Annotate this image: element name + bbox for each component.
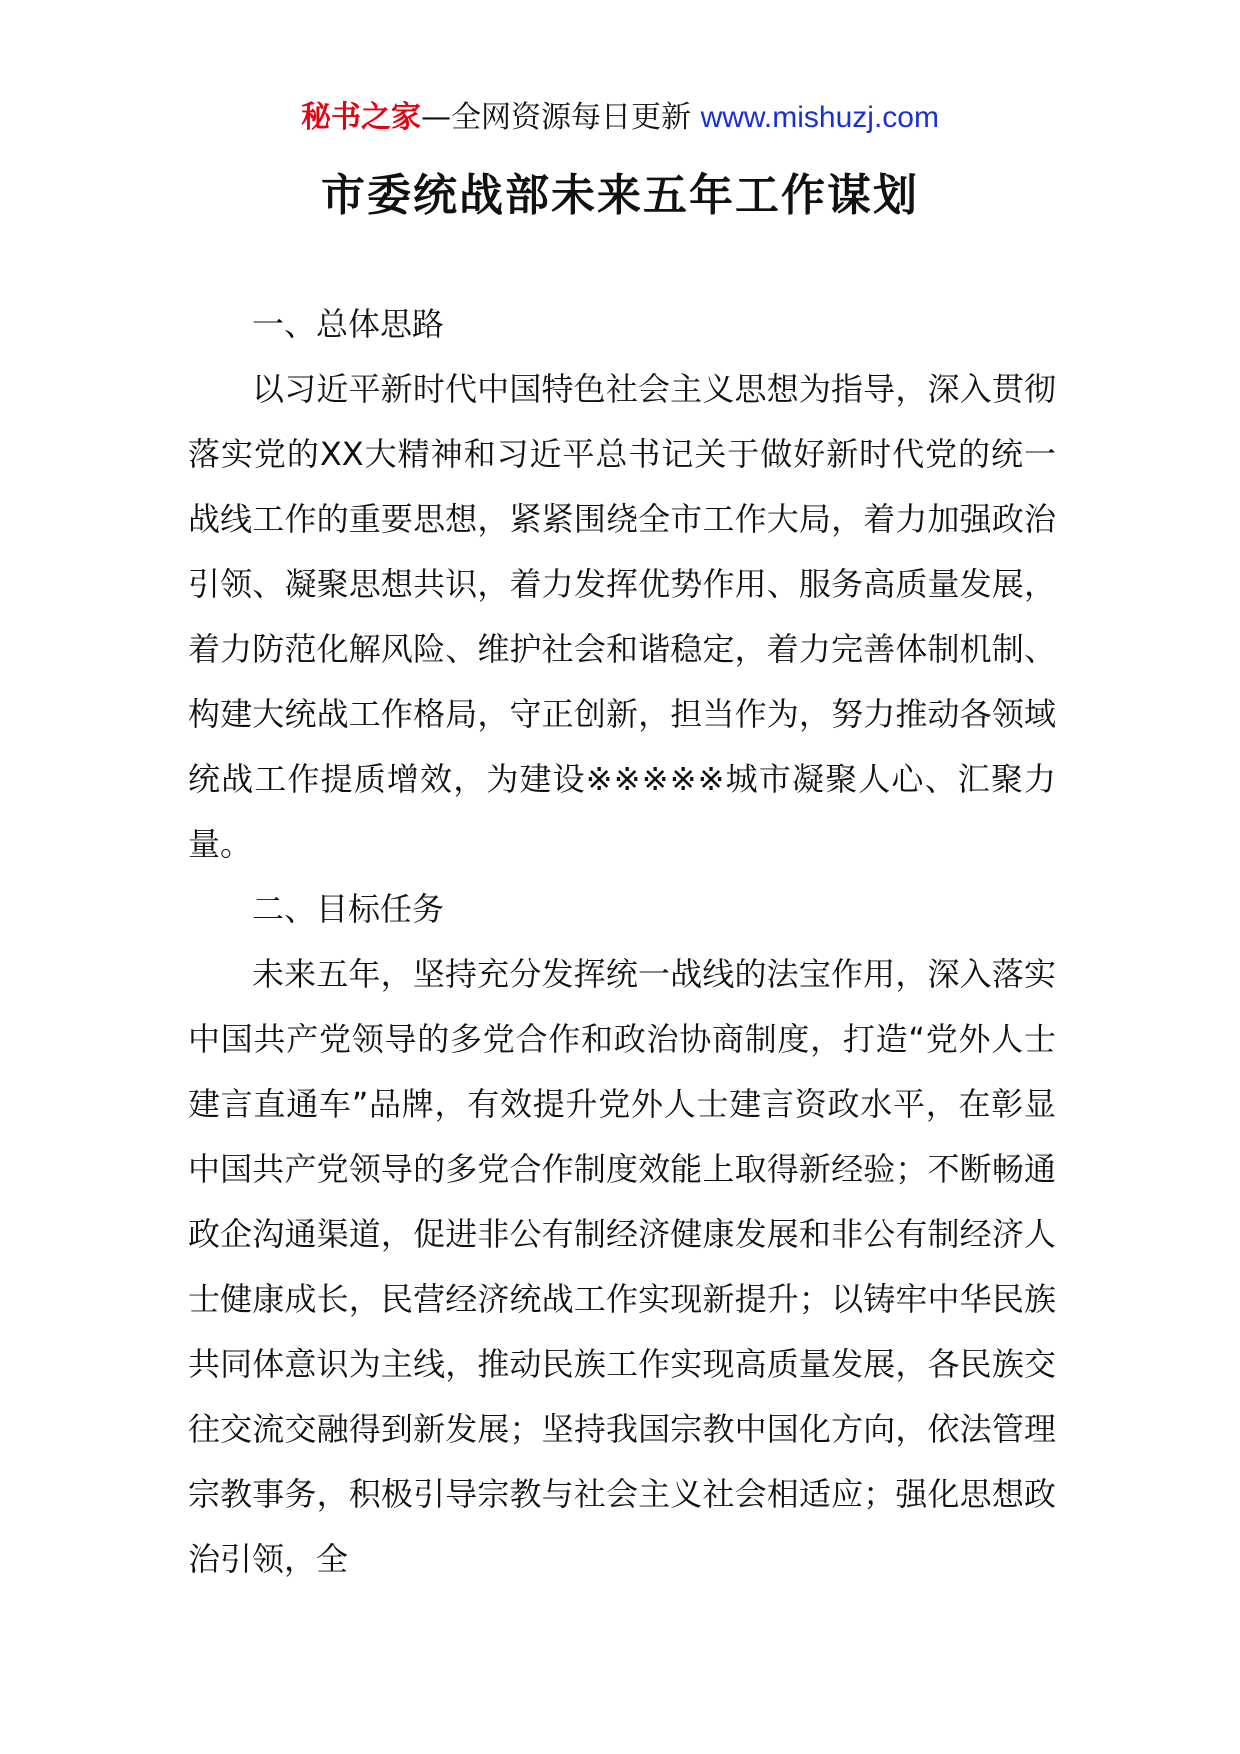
paragraph-overall-approach: 以习近平新时代中国特色社会主义思想为指导，深入贯彻落实党的XX大精神和习近平总书记关于做好新时代党的统一战线工作的重要思想，紧紧围绕全市工作大局，着力加强政治引领、凝聚思想共识，着力发挥优势作用、服务高质量发展，着力防范化解风险、维护社会和谐稳定，着力完善体制机制、构建大统战工作格局，守正创新，担当作为，努力推动各领域统战工作提质增效，为建设※※※※※城市凝聚人心、汇聚力量。 [188,370,1056,863]
site-url-link[interactable]: www.mishuzj.com [700,101,939,134]
document-title: 市委统战部未来五年工作谋划 [321,170,919,221]
paragraph-goals-tasks: 未来五年，坚持充分发挥统一战线的法宝作用，深入落实中国共产党领导的多党合作和政治协商制度，打造“党外人士建言直通车”品牌，有效提升党外人士建言资政水平，在彰显中国共产党领导的多党合作制度效能上取得新经验；不断畅通政企沟通渠道，促进非公有制经济健康发展和非公有制经济人士健康成长，民营经济统战工作实现新提升；以铸牢中华民族共同体意识为主线，推动民族工作实现高质量发展，各民族交往交流交融得到新发展；坚持我国宗教中国化方向，依法管理宗教事务，积极引导宗教与社会主义社会相适应；强化思想政治引领，全 [188,955,1056,1578]
header-slogan: —全网资源每日更新 [421,100,701,135]
brand-name: 秘书之家 [301,100,422,135]
site-watermark-header [0,98,1240,138]
section-heading-goals-tasks: 二、目标任务 [252,890,445,928]
section-heading-overall-approach: 一、总体思路 [252,305,445,343]
document-body [188,292,1056,1592]
